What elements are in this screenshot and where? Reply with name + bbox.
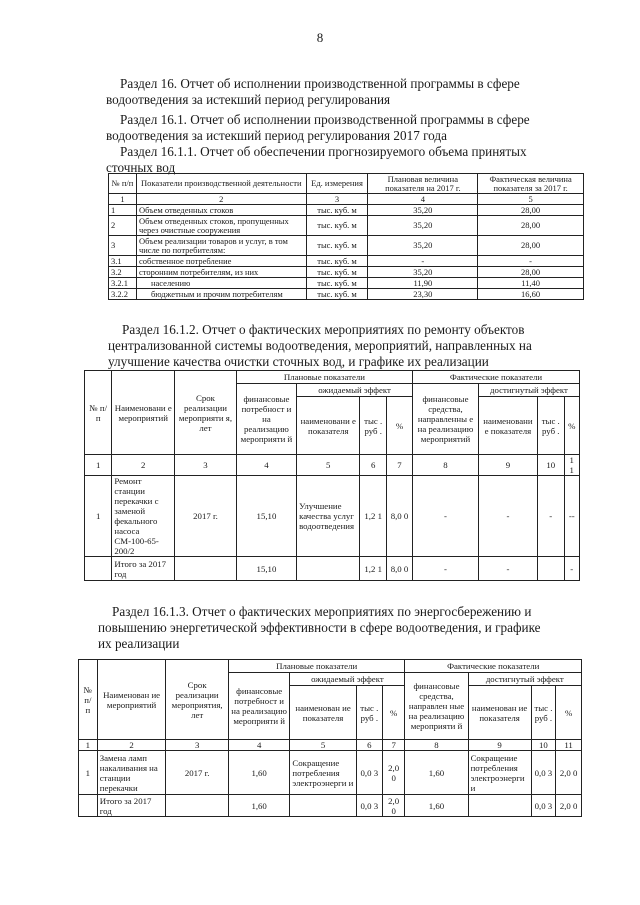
col-header: % (564, 397, 580, 455)
cell (468, 795, 531, 817)
cell: бюджетным и прочим потребителям (136, 289, 306, 300)
cell: тыс. куб. м (306, 289, 368, 300)
cell: - (368, 256, 478, 267)
col-header: наименовани е показателя (297, 397, 360, 455)
col-header-plan: Плановые показатели (228, 660, 405, 673)
cell: - (478, 476, 537, 557)
cell: 15,10 (236, 476, 296, 557)
col-header-fact: Фактические показатели (405, 660, 582, 673)
header-row (79, 660, 582, 673)
col-number: 9 (478, 455, 537, 476)
table-row (109, 289, 584, 300)
heading-line: Раздел 16.1.1. Отчет об обеспечении прогнозируемого объема принятых (120, 144, 527, 159)
column-number-row (79, 740, 582, 751)
col-number: 5 (290, 740, 356, 751)
col-number: 2 (136, 194, 306, 205)
col-header: тыс . руб . (360, 397, 387, 455)
cell (290, 795, 356, 817)
section-16-1-3-heading (98, 604, 580, 652)
cell: 0,0 3 (356, 751, 382, 795)
col-header: ожидаемый эффект (290, 673, 405, 686)
cell: Объем отведенных стоков (136, 205, 306, 216)
cell: 1,60 (228, 751, 290, 795)
col-number: 1 1 (564, 455, 580, 476)
cell: 28,00 (478, 236, 584, 256)
table-row (109, 267, 584, 278)
heading-line: Раздел 16.1.3. Отчет о фактических мероприятиях по энергосбережению и (112, 604, 532, 619)
col-header: Фактическая величина показателя за 2017 г. (478, 174, 584, 194)
cell (166, 795, 228, 817)
col-header: наименовани е показателя (478, 397, 537, 455)
table-row (109, 216, 584, 236)
section-16-1-heading (106, 112, 584, 144)
table-row (79, 751, 582, 795)
cell: 3.2.2 (109, 289, 137, 300)
section-16-heading (106, 76, 584, 108)
cell: 1,2 1 (360, 476, 387, 557)
heading-line: Раздел 16. Отчет об исполнении производственной программы в сфере (120, 76, 520, 91)
cell: 1,2 1 (360, 557, 387, 581)
cell: 2,0 0 (556, 795, 582, 817)
heading-line: сточных вод (106, 160, 176, 175)
col-number: 7 (382, 740, 404, 751)
cell: 35,20 (368, 267, 478, 278)
cell (79, 795, 98, 817)
cell: Сокращение потребления электроэнерги и (290, 751, 356, 795)
col-header: достигнутый эффект (478, 384, 579, 397)
cell: 11,90 (368, 278, 478, 289)
col-number: 6 (360, 455, 387, 476)
cell: Итого за 2017 год (112, 557, 175, 581)
cell: 11,40 (478, 278, 584, 289)
col-number: 2 (97, 740, 166, 751)
col-header: тыс . руб . (537, 397, 564, 455)
table-row (109, 256, 584, 267)
cell: 1,60 (405, 795, 468, 817)
heading-line: водоотведения за истекший период регулирования 2017 года (106, 128, 447, 143)
col-number: 3 (175, 455, 237, 476)
heading-line: улучшение качества очистки сточных вод, и графике их реализации (108, 354, 489, 369)
col-header: Показатели производственной деятельности (136, 174, 306, 194)
cell: тыс. куб. м (306, 205, 368, 216)
col-number: 5 (297, 455, 360, 476)
col-header: тыс . руб . (531, 686, 556, 740)
cell: 8,0 0 (386, 476, 412, 557)
cell: 28,00 (478, 267, 584, 278)
cell: 1 (109, 205, 137, 216)
col-number: 3 (166, 740, 228, 751)
accepted-wastewater-table (108, 173, 584, 300)
total-row (79, 795, 582, 817)
cell: сторонним потребителям, из них (136, 267, 306, 278)
cell: 2017 г. (175, 476, 237, 557)
column-number-row (85, 455, 580, 476)
col-header: достигнутый эффект (468, 673, 581, 686)
col-header: % (556, 686, 582, 740)
cell: 1 (79, 751, 98, 795)
cell: 3.1 (109, 256, 137, 267)
cell: Ремонт станции перекачки с заменой фекального насоса СМ-100-65-200/2 (112, 476, 175, 557)
col-header: Плановая величина показателя на 2017 г. (368, 174, 478, 194)
cell: Сокращение потребления электроэнерги и (468, 751, 531, 795)
cell: 3.2.1 (109, 278, 137, 289)
col-header: Ед. измерения (306, 174, 368, 194)
energy-saving-table (78, 659, 582, 817)
cell: 3.2 (109, 267, 137, 278)
col-header-plan: Плановые показатели (236, 371, 412, 384)
col-header-name: Наименовани е мероприятий (112, 371, 175, 455)
cell: 16,60 (478, 289, 584, 300)
col-header: % (382, 686, 404, 740)
cell: тыс. куб. м (306, 216, 368, 236)
col-header-term: Срок реализации мероприятия, лет (166, 660, 228, 740)
col-number: 10 (531, 740, 556, 751)
cell (297, 557, 360, 581)
cell: 2 (109, 216, 137, 236)
cell: 0,0 3 (356, 795, 382, 817)
cell: - (413, 557, 479, 581)
cell: 35,20 (368, 205, 478, 216)
col-header: № п/п (109, 174, 137, 194)
cell: тыс. куб. м (306, 267, 368, 278)
heading-line: централизованной системы водоотведения, мероприятий, направленных на (108, 338, 532, 353)
col-number: 1 (109, 194, 137, 205)
col-number: 10 (537, 455, 564, 476)
table-row (109, 205, 584, 216)
heading-line: их реализации (98, 636, 180, 651)
col-number: 8 (405, 740, 468, 751)
cell: населению (136, 278, 306, 289)
header-row (85, 371, 580, 384)
heading-line: Раздел 16.1.2. Отчет о фактических мероприятиях по ремонту объектов (122, 322, 525, 337)
col-number: 5 (478, 194, 584, 205)
col-number: 3 (306, 194, 368, 205)
cell: Улучшение качества услуг водоотведения (297, 476, 360, 557)
table-header-row (109, 174, 584, 194)
col-header: финансовые потребност и на реализацию мероприяти й (236, 384, 296, 455)
col-header: финансовые средства, направлен ные на реализацию мероприяти й (405, 673, 468, 740)
cell (537, 557, 564, 581)
cell: - (564, 557, 580, 581)
col-header: тыс . руб . (356, 686, 382, 740)
cell: - (537, 476, 564, 557)
cell (175, 557, 237, 581)
heading-line: повышению энергетической эффективности в сфере водоотведения, и графике (98, 620, 541, 635)
section-16-1-1-heading (106, 144, 584, 176)
cell: 8,0 0 (386, 557, 412, 581)
cell: 2017 г. (166, 751, 228, 795)
cell: 35,20 (368, 236, 478, 256)
cell: Замена ламп накаливания на станции перекачки (97, 751, 166, 795)
col-header: наименован ие показателя (468, 686, 531, 740)
heading-line: Раздел 16.1. Отчет об исполнении производственной программы в сфере (120, 112, 530, 127)
cell: 1 (85, 476, 112, 557)
col-header: финансовые потребност и на реализацию мероприяти й (228, 673, 290, 740)
col-number: 1 (85, 455, 112, 476)
section-16-1-2-heading (108, 322, 584, 370)
col-number: 4 (228, 740, 290, 751)
cell: 15,10 (236, 557, 296, 581)
cell: 0,0 3 (531, 751, 556, 795)
table-row (109, 278, 584, 289)
cell: 28,00 (478, 205, 584, 216)
col-header-num: № п/ п (85, 371, 112, 455)
col-header-num: № п/ п (79, 660, 98, 740)
col-number: 11 (556, 740, 582, 751)
col-header: ожидаемый эффект (297, 384, 413, 397)
cell: - (413, 476, 479, 557)
col-header-fact: Фактические показатели (413, 371, 580, 384)
col-number: 2 (112, 455, 175, 476)
total-row (85, 557, 580, 581)
table-row (109, 236, 584, 256)
cell: Итого за 2017 год (97, 795, 166, 817)
cell: 0,0 3 (531, 795, 556, 817)
col-number: 6 (356, 740, 382, 751)
cell: 2,0 0 (382, 751, 404, 795)
col-header: финансовые средства, направленны е на реализацию мероприятий (413, 384, 479, 455)
cell: собственное потребление (136, 256, 306, 267)
repair-measures-table (84, 370, 580, 581)
cell: 23,30 (368, 289, 478, 300)
col-number: 4 (368, 194, 478, 205)
cell: тыс. куб. м (306, 236, 368, 256)
cell: 2,0 0 (556, 751, 582, 795)
col-header-name: Наименован ие мероприятий (97, 660, 166, 740)
cell (85, 557, 112, 581)
cell: 3 (109, 236, 137, 256)
col-header: % (386, 397, 412, 455)
cell: 28,00 (478, 216, 584, 236)
col-header: наименован ие показателя (290, 686, 356, 740)
col-number: 1 (79, 740, 98, 751)
cell: - (478, 557, 537, 581)
cell: тыс. куб. м (306, 256, 368, 267)
cell: 1,60 (228, 795, 290, 817)
cell: - (478, 256, 584, 267)
cell: 35,20 (368, 216, 478, 236)
col-number: 9 (468, 740, 531, 751)
column-number-row (109, 194, 584, 205)
cell: Объем реализации товаров и услуг, в том числе по потребителям: (136, 236, 306, 256)
col-header-term: Срок реализации мероприяти я, лет (175, 371, 237, 455)
cell: 1,60 (405, 751, 468, 795)
heading-line: водоотведения за истекший период регулирования (106, 92, 391, 107)
page-number: 8 (316, 30, 324, 45)
cell: Объем отведенных стоков, пропущенных через очистные сооружения (136, 216, 306, 236)
col-number: 8 (413, 455, 479, 476)
col-number: 4 (236, 455, 296, 476)
cell: 2,0 0 (382, 795, 404, 817)
cell: -- (564, 476, 580, 557)
col-number: 7 (386, 455, 412, 476)
table-row (85, 476, 580, 557)
cell: тыс. куб. м (306, 278, 368, 289)
